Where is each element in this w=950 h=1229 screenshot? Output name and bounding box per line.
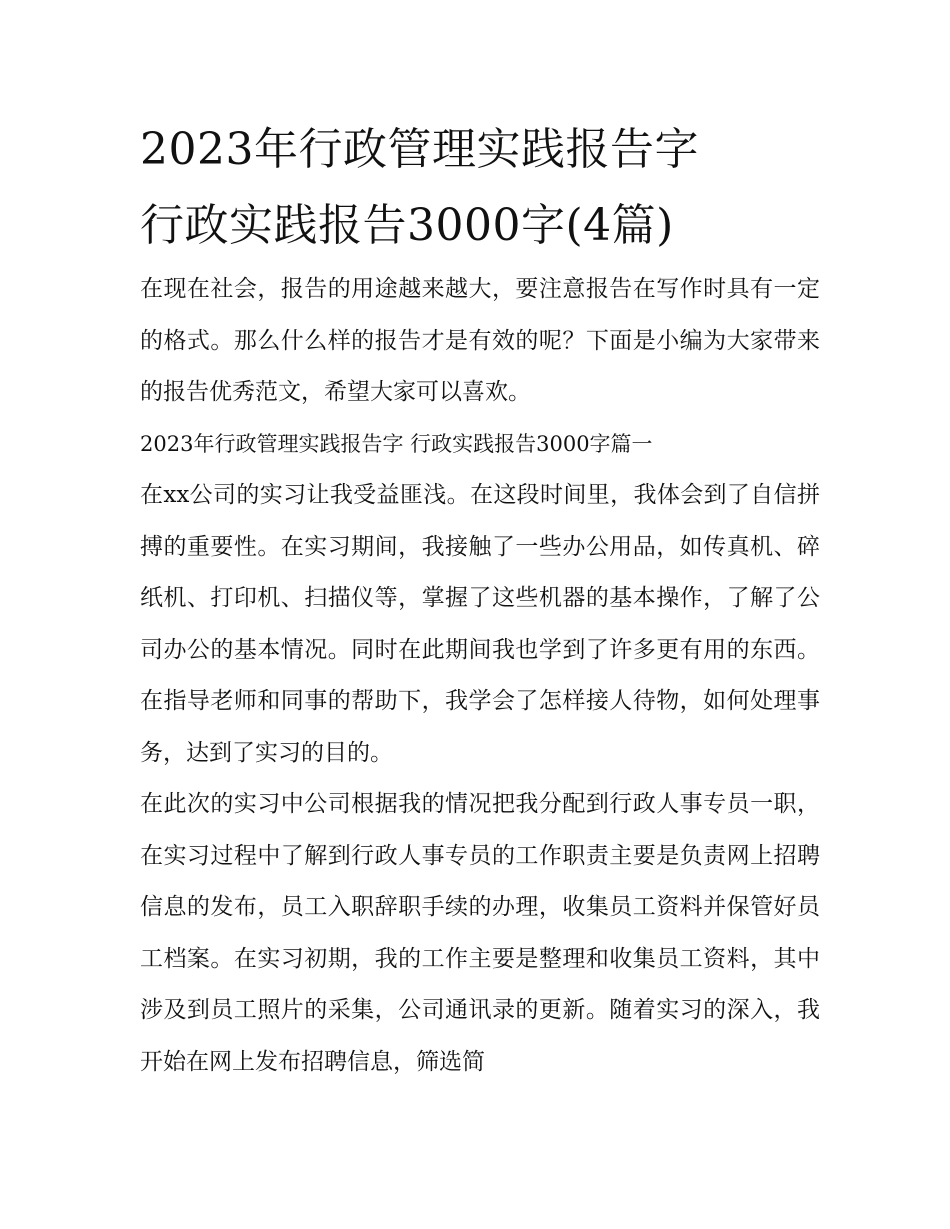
body-paragraph-1: 在xx公司的实习让我受益匪浅。在这段时间里，我体会到了自信拼搏的重要性。在实习期间，我接触了一些办公用品，如传真机、碎纸机、打印机、扫描仪等，掌握了这些机器的基本操作，了解了公司办公的基本情况。同时在此期间我也学到了许多更有用的东西。在指导老师和同事的帮助下，我学会了怎样接人待物，如何处理事务，达到了实习的目的。	[140, 482, 820, 766]
document-content	[140, 112, 820, 1088]
intro-paragraph: 在现在社会，报告的用途越来越大，要注意报告在写作时具有一定的格式。那么什么样的报告才是有效的呢？下面是小编为大家带来的报告优秀范文，希望大家可以喜欢。	[140, 276, 820, 405]
body-paragraph-2: 在此次的实习中公司根据我的情况把我分配到行政人事专员一职，在实习过程中了解到行政人事专员的工作职责主要是负责网上招聘信息的发布，员工入职辞职手续的办理，收集员工资料并保管好员工档案。在实习初期，我的工作主要是整理和收集员工资料，其中涉及到员工照片的采集，公司通讯录的更新。随着实习的深入，我开始在网上发布招聘信息，筛选简	[140, 791, 820, 1075]
section-heading: 2023年行政管理实践报告字 行政实践报告3000字篇一	[140, 431, 653, 456]
title-line-1: 2023年行政管理实践报告字	[140, 124, 699, 175]
document-title	[140, 112, 820, 264]
title-line-2: 行政实践报告3000字(4篇)	[140, 200, 674, 251]
